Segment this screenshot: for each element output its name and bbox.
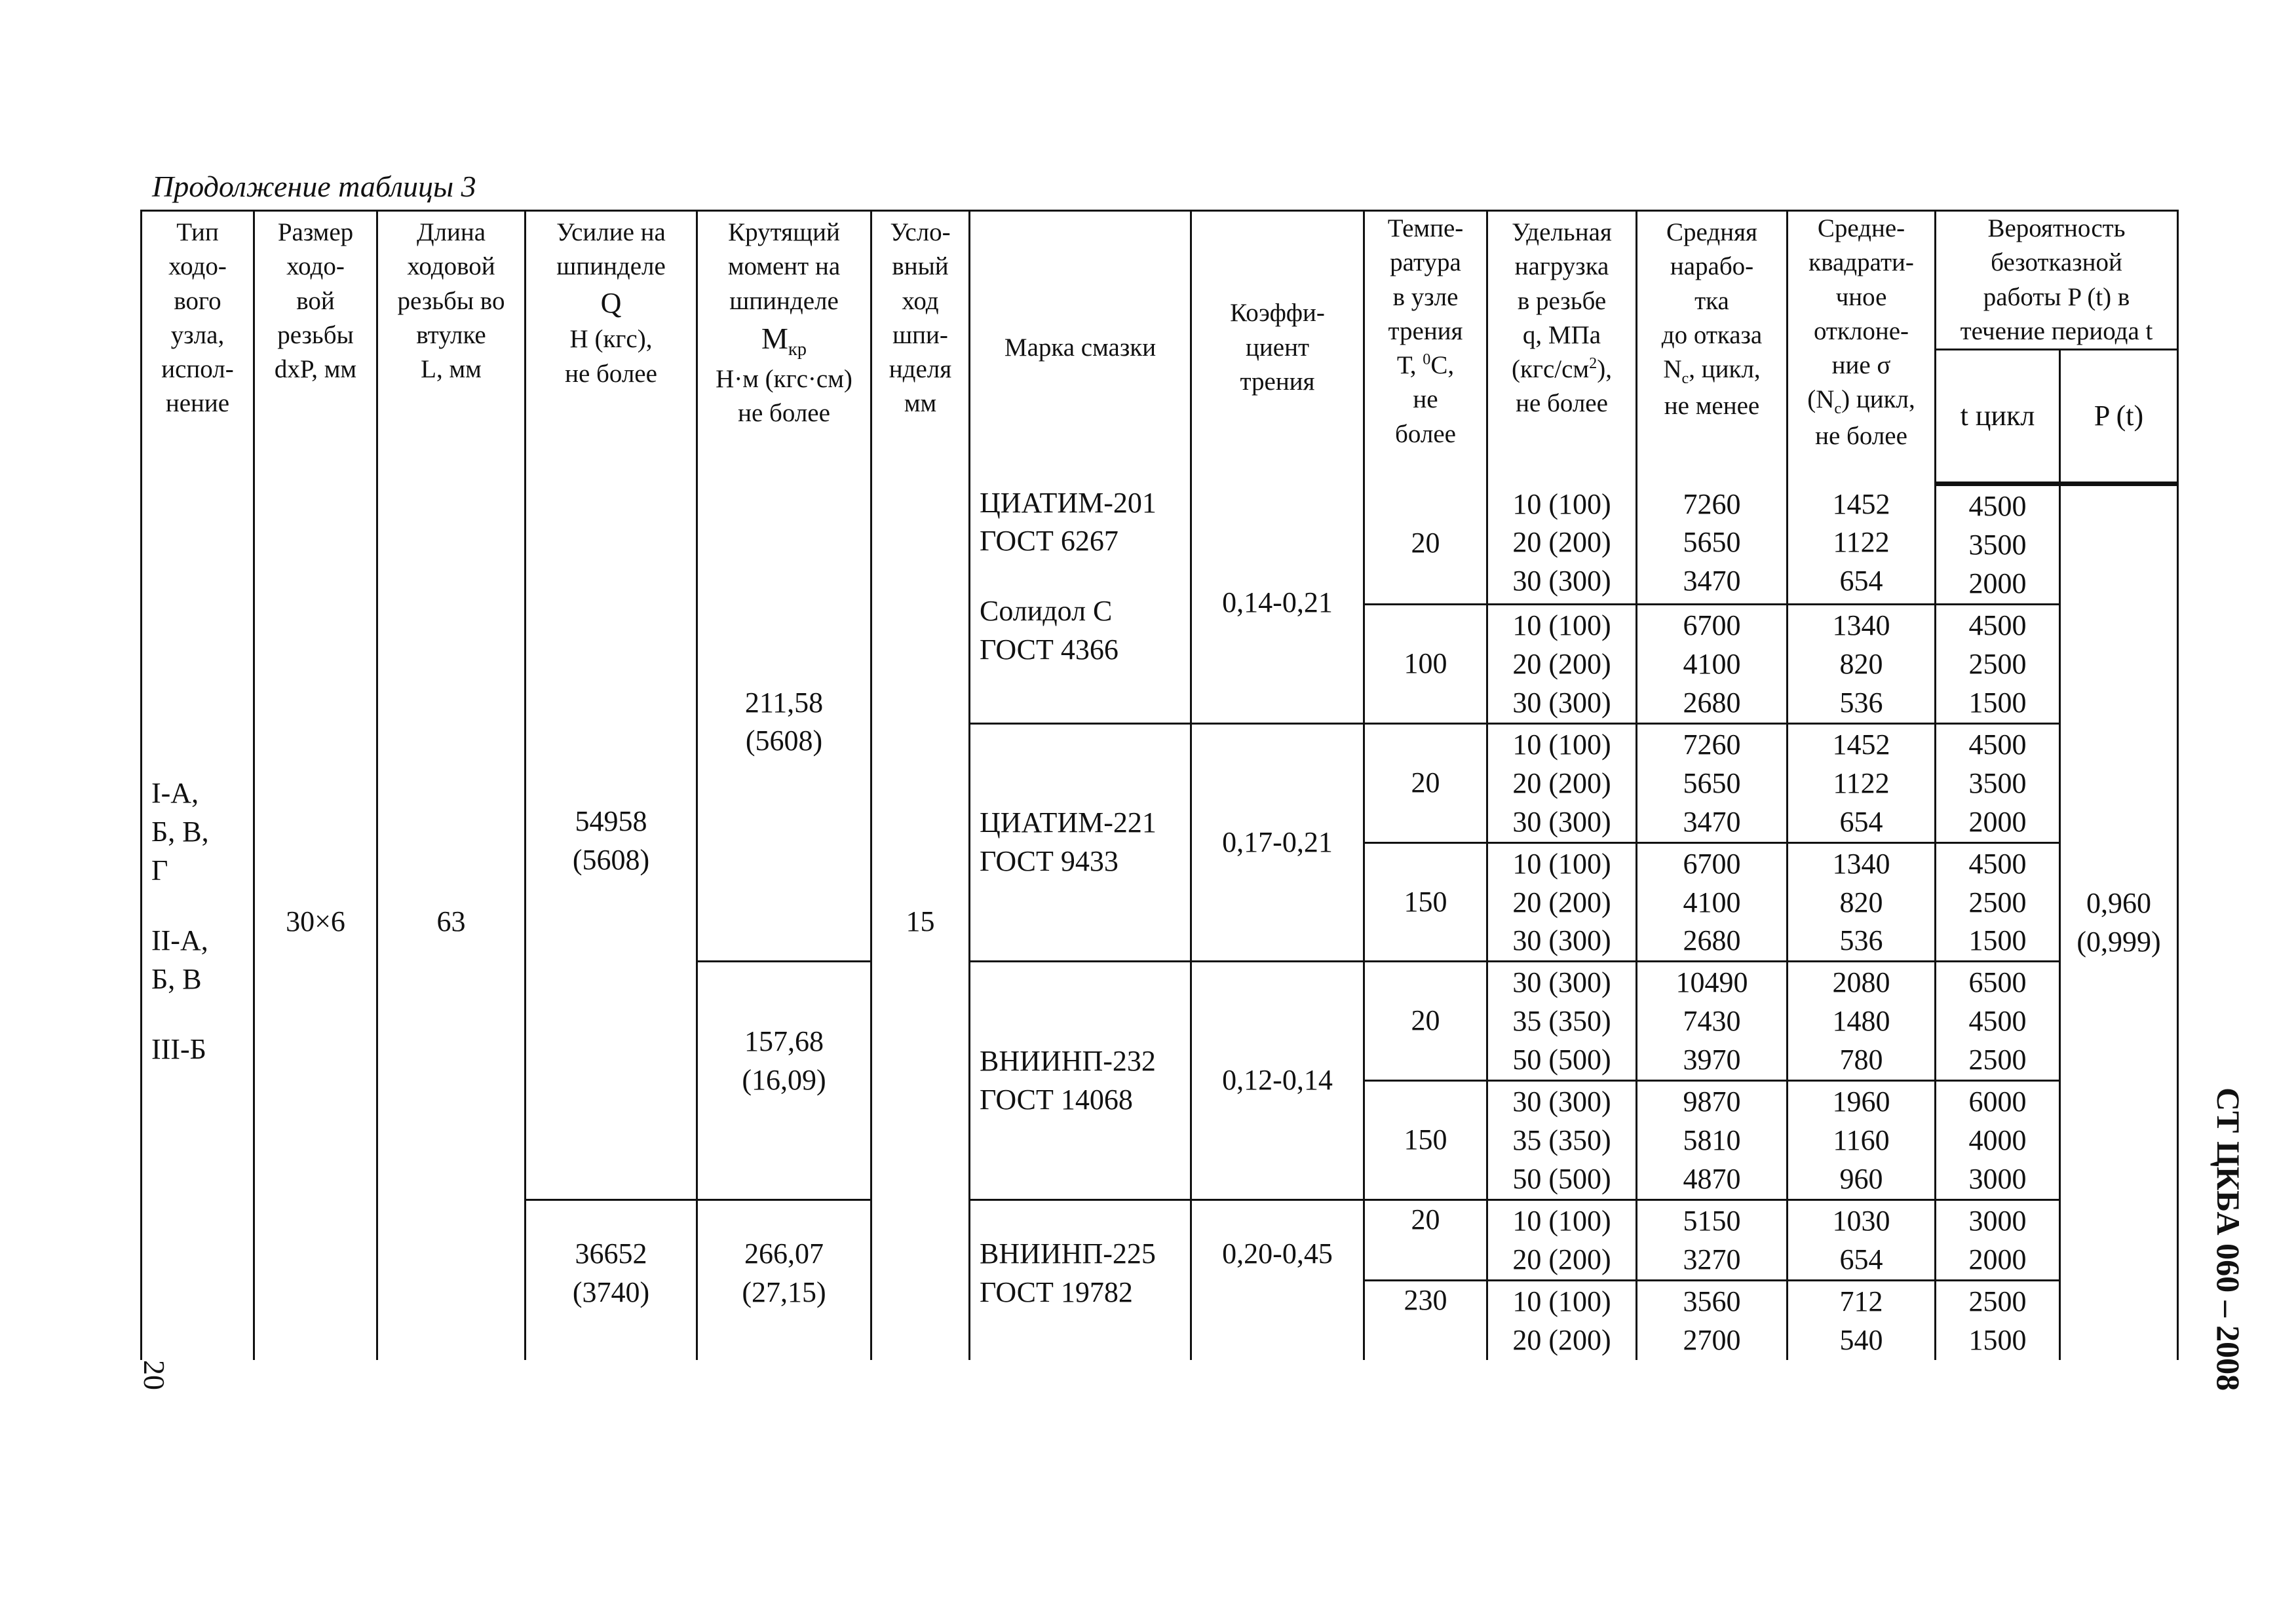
cell-mtbf: 10490 7430 3970 <box>1637 962 1788 1081</box>
cell-t-cycles: 3000 2000 <box>1936 1200 2060 1281</box>
cell-load: 10 (100) 20 (200) 30 (300) <box>1487 842 1637 962</box>
cell-temp: 20 <box>1364 1200 1487 1281</box>
page-number: 20 <box>138 1360 171 1390</box>
cell-load: 10 (100) 20 (200) 30 (300) <box>1487 723 1637 842</box>
cell-force-a: 54958 (5608) <box>526 484 697 1200</box>
cell-sigma: 1452 1122 654 <box>1788 484 1936 605</box>
cell-mtbf: 5150 3270 <box>1637 1200 1788 1281</box>
cell-temp: 20 <box>1364 962 1487 1081</box>
cell-t-cycles: 4500 3500 2000 <box>1936 723 2060 842</box>
header-grease: Марка смазки <box>970 211 1191 484</box>
cell-sigma: 712 540 <box>1788 1281 1936 1360</box>
cell-load: 30 (300) 35 (350) 50 (500) <box>1487 1081 1637 1200</box>
cell-mtbf: 9870 5810 4870 <box>1637 1081 1788 1200</box>
cell-t-cycles: 2500 1500 <box>1936 1281 2060 1360</box>
cell-t-cycles: 6000 4000 3000 <box>1936 1081 2060 1200</box>
header-probability: Вероятность безотказной работы P (t) в течение периода t <box>1936 211 2178 350</box>
cell-mtbf: 7260 5650 3470 <box>1637 723 1788 842</box>
cell-temp: 20 <box>1364 723 1487 842</box>
header-torque: Крутящий момент на шпинделе $М_{кр}$ Н·м (кгс·см) не более <box>697 211 871 484</box>
cell-load: 10 (100) 20 (200) <box>1487 1200 1637 1281</box>
cell-torque-c: 266,07 (27,15) <box>697 1200 871 1360</box>
cell-probability: 0,960 (0,999) <box>2060 484 2178 1360</box>
cell-t-cycles: 4500 3500 2000 <box>1936 484 2060 605</box>
cell-thread-length: 63 <box>377 484 526 1360</box>
cell-load: 10 (100) 20 (200) <box>1487 1281 1637 1360</box>
table-caption: Продолжение таблицы 3 <box>152 170 476 203</box>
cell-grease-1: ЦИАТИМ-201 ГОСТ 6267 Солидол С ГОСТ 4366 <box>970 484 1191 724</box>
cell-grease-3: ВНИИНП-232 ГОСТ 14068 <box>970 962 1191 1200</box>
cell-sigma: 1340 820 536 <box>1788 604 1936 723</box>
cell-sigma: 1340 820 536 <box>1788 842 1936 962</box>
cell-torque-a: 211,58 (5608) <box>697 484 871 962</box>
cell-torque-b: 157,68 (16,09) <box>697 962 871 1200</box>
header-thread-length: Длина ходовой резьбы во втулке L, мм <box>377 211 526 484</box>
cell-friction-3: 0,12-0,14 <box>1191 962 1364 1200</box>
cell-load: 10 (100) 20 (200) 30 (300) <box>1487 484 1637 605</box>
cell-sigma: 1452 1122 654 <box>1788 723 1936 842</box>
cell-temp: 150 <box>1364 842 1487 962</box>
cell-force-b: 36652 (3740) <box>526 1200 697 1360</box>
header-temperature: Темпе- ратура в узле трения Т, $^0$С, не более <box>1364 211 1487 484</box>
cell-mtbf: 3560 2700 <box>1637 1281 1788 1360</box>
table-body <box>142 484 2178 1360</box>
cell-t-cycles: 4500 2500 1500 <box>1936 604 2060 723</box>
cell-temp: 150 <box>1364 1081 1487 1200</box>
header-mtbf: Средняя нарабо- тка до отказа $N_c$, цикл, не менее <box>1637 211 1788 484</box>
cell-sigma: 1960 1160 960 <box>1788 1081 1936 1200</box>
header-force: Усилие на шпинделе Q Н (кгс), не более <box>526 211 697 484</box>
cell-grease-4: ВНИИНП-225 ГОСТ 19782 <box>970 1200 1191 1360</box>
cell-mtbf: 6700 4100 2680 <box>1637 604 1788 723</box>
header-friction: Коэффи- циент трения <box>1191 211 1364 484</box>
cell-t-cycles: 6500 4500 2500 <box>1936 962 2060 1081</box>
cell-node-type: I-А, Б, В, Г II-А, Б, В III-Б <box>142 484 254 1360</box>
header-stroke: Усло- вный ход шпи- нделя мм <box>871 211 970 484</box>
cell-temp: 230 <box>1364 1281 1487 1360</box>
cell-sigma: 2080 1480 780 <box>1788 962 1936 1081</box>
header-thread-size: Размер ходо- вой резьбы dxP, мм <box>254 211 377 484</box>
header-type: Тип ходо- вого узла, испол- нение <box>142 211 254 484</box>
cell-grease-2: ЦИАТИМ-221 ГОСТ 9433 <box>970 723 1191 962</box>
cell-stroke: 15 <box>871 484 970 1360</box>
data-table <box>140 210 2179 1360</box>
header-sigma: Средне- квадрати- чное отклоне- ние σ $(N_c)$ цикл, не более <box>1788 211 1936 484</box>
cell-load: 30 (300) 35 (350) 50 (500) <box>1487 962 1637 1081</box>
cell-mtbf: 6700 4100 2680 <box>1637 842 1788 962</box>
cell-mtbf: 7260 5650 3470 <box>1637 484 1788 605</box>
cell-friction-1: 0,14-0,21 <box>1191 484 1364 724</box>
cell-thread-size: 30×6 <box>254 484 377 1360</box>
header-load: Удельная нагрузка в резьбе q, МПа $(кгс/см^2)$, не более <box>1487 211 1637 484</box>
cell-load: 10 (100) 20 (200) 30 (300) <box>1487 604 1637 723</box>
cell-temp: 100 <box>1364 604 1487 723</box>
document-code: СТ ЦКБА 060 – 2008 <box>2210 1087 2247 1391</box>
header-t-cycles: t цикл <box>1936 350 2060 484</box>
table-header <box>142 211 2178 484</box>
cell-t-cycles: 4500 2500 1500 <box>1936 842 2060 962</box>
cell-temp: 20 <box>1364 484 1487 605</box>
cell-friction-2: 0,17-0,21 <box>1191 723 1364 962</box>
header-p-t: P (t) <box>2060 350 2178 484</box>
cell-friction-4: 0,20-0,45 <box>1191 1200 1364 1360</box>
cell-sigma: 1030 654 <box>1788 1200 1936 1281</box>
